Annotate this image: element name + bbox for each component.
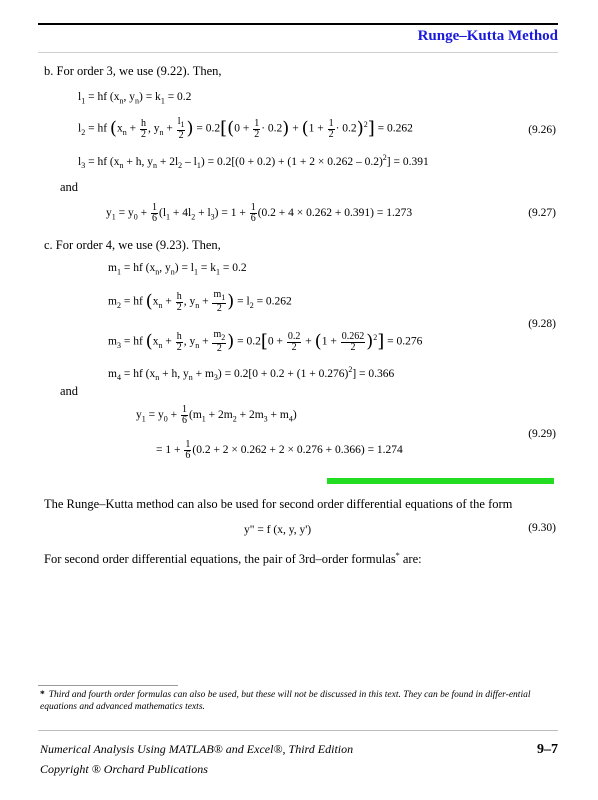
eq-ode: y" = f (x, y, y') bbox=[244, 524, 312, 536]
part-c-intro: c. For order 4, we use (9.23). Then, bbox=[44, 238, 221, 252]
footnote-rule bbox=[38, 685, 178, 686]
highlight-bar bbox=[327, 478, 554, 484]
eq-m2: $m_2$ = hf ($x_n$ + $\frac{h}{2}$ , $y_n$ + $\frac{m_1}{2}$ ) = $l_2 = 0.262$ bbox=[108, 289, 292, 314]
and-text-1: and bbox=[60, 180, 79, 194]
footer-book-title: Numerical Analysis Using MATLAB® and Excel®, Third Edition bbox=[40, 742, 354, 756]
equation-number-9-29: (9.29) bbox=[528, 428, 556, 440]
footnote-marker: * bbox=[395, 551, 400, 560]
eq-m3: $m_3$ = hf ($x_n$ + $\frac{h}{2}$ , $y_n$ + $\frac{m_2}{2}$ ) = 0.2[0 + $\frac{0.2}{2}$ + (1 + $\frac{0.262}{2}$ )$^2$] = 0.276 bbox=[108, 329, 423, 354]
eq-m4: $m_4$ = hf ($x_n + h$, $y_n + m_3) = 0.2[0 + 0.2 + (1 + 0.276)^2] = 0.366$ bbox=[108, 365, 395, 383]
header-rule bbox=[38, 23, 558, 25]
eq-y1-order3: $y_1 = y_0$ + $\frac{1}{6}$ $(l_1 + 4l_2 + l_3) = 1$ + $\frac{1}{6}$ (0.2 + 4 × 0.262 + 0.391) = 1.273 bbox=[106, 202, 413, 224]
and-text-2: and bbox=[60, 384, 79, 398]
eq-l3: $l_3$ = hf ($x_n + h$, $y_n + 2l_2 - l_1) = 0.2[(0 + 0.2) + (1 + 2 \times 0.262 - 0.2)^2] = 0.391$ bbox=[78, 153, 429, 171]
footer-rule bbox=[38, 730, 558, 731]
equation-number-9-27: (9.27) bbox=[528, 207, 556, 219]
eq-m1: $m_1$ = hf ($x_n$, $y_n) = l_1 = k_1 = 0.2$ bbox=[108, 262, 247, 277]
page-number: 9–7 bbox=[537, 742, 558, 757]
footer-copyright: Copyright ® Orchard Publications bbox=[40, 762, 208, 776]
equation-number-9-26: (9.26) bbox=[528, 124, 556, 136]
paragraph-formulas-pair: For second order differential equations, the pair of 3rd–order formulas* are: bbox=[44, 551, 422, 567]
part-b-intro: b. For order 3, we use (9.22). Then, bbox=[44, 64, 222, 78]
equation-number-9-30: (9.30) bbox=[528, 522, 556, 534]
eq-y1-order4-line2: = 1 + $\frac{1}{6}$ (0.2 + 2 × 0.262 + 2 × 0.276 + 0.366) = 1.274 bbox=[156, 439, 403, 461]
eq-l2: $l_2$ = hf ($x_n$ + $\frac{h}{2}$ , $y_n$ + $\frac{l_1}{2}$ ) = 0.2[(0 + $\frac{1}{2}$ · 0.2) + (1 + $\frac{1}{2}$ · 0.2)$^2$] = 0.262 bbox=[78, 116, 413, 141]
running-header-title: Runge–Kutta Method bbox=[417, 28, 558, 44]
paragraph-second-order: The Runge–Kutta method can also be used for second order differential equations of the form bbox=[44, 497, 513, 511]
header-divider bbox=[38, 52, 558, 53]
equation-number-9-28: (9.28) bbox=[528, 318, 556, 330]
eq-l1: $l_1$ = hf ($x_n$, $y_n) = k_1 = 0.2$ bbox=[78, 91, 192, 106]
eq-y1-order4-line1: $y_1 = y_0$ + $\frac{1}{6}$ $(m_1 + 2m_2 + 2m_3 + m_4)$ bbox=[136, 404, 297, 426]
footnote: * Third and fourth order formulas can also be used, but these will not be discussed in this text. They can be found in differ-ential equations and advanced mathematics texts. bbox=[40, 690, 531, 712]
